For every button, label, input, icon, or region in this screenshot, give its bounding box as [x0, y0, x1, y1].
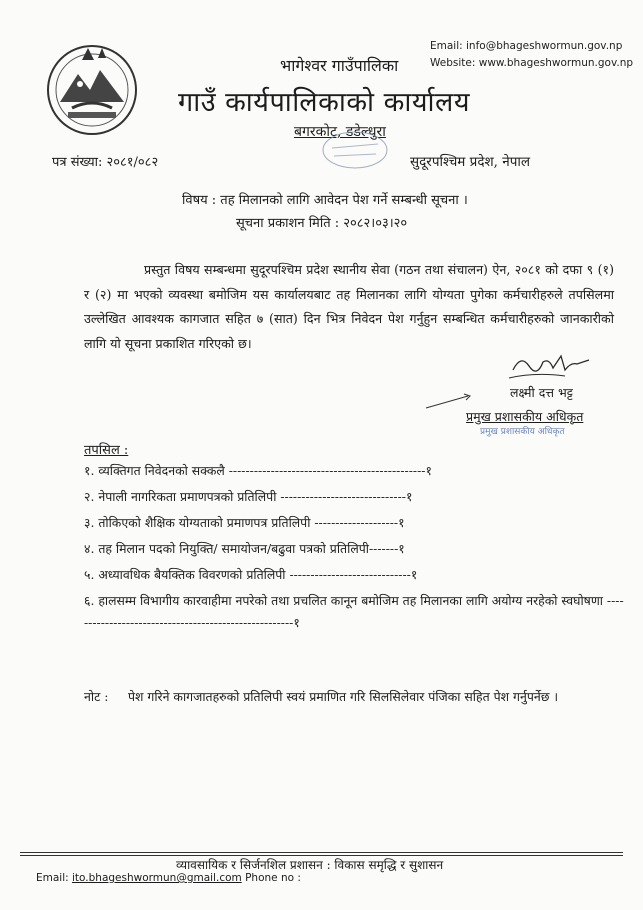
nepal-government-emblem [42, 40, 142, 140]
office-name: गाउँ कार्यपालिकाको कार्यालय [178, 87, 470, 118]
note-text: पेश गरिने कागजातहरुको प्रतिलिपी स्वयं प्रमाणित गरि सिलसिलेवार पंजिका सहित पेश गर्नुपर्नेछ । [127, 689, 559, 704]
list-item: ५. अध्यावधिक बैयक्तिक विवरणको प्रतिलिपी -----------------------------१ [84, 567, 418, 582]
handwritten-signature [505, 348, 595, 384]
signatory-name: लक्ष्मी दत्त भट्ट [510, 385, 573, 400]
list-item: ६. हालसम्म विभागीय कारवाहीमा नपरेको तथा प्रचलित कानून बमोजिम तह मिलानका लागि अयोग्य नरहेको स्वघोषणा ------------------------------------------------------१ [84, 593, 624, 630]
municipality-name: भागेश्वर गाउँपालिका [280, 56, 399, 75]
notice-subject: विषय : तह मिलानको लागि आवेदन पेश गर्ने सम्बन्धी सूचना । [182, 193, 468, 208]
details-heading: तपसिल : [84, 443, 129, 458]
note-label: नोट : [84, 689, 109, 704]
footer-phone-label: Phone no : [245, 872, 301, 884]
signatory-stamp: प्रमुख प्रशासकीय अधिकृत [480, 427, 565, 437]
list-item: २. नेपाली नागरिकता प्रमाणपत्रको प्रतिलिपी ------------------------------१ [84, 489, 413, 504]
reference-number: पत्र संख्या: २०८१/०८२ [52, 155, 159, 170]
footer-email-label: Email: [36, 872, 69, 884]
header-contact [430, 38, 633, 72]
footer-divider [20, 852, 623, 853]
office-stamp [320, 128, 390, 172]
list-item: ३. तोकिएको शैक्षिक योग्यताको प्रमाणपत्र प्रतिलिपी --------------------१ [84, 515, 405, 530]
contact-email: Email: info@bhageshwormun.gov.np [430, 40, 623, 52]
list-item: ४. तह मिलान पदको नियुक्ति/ समायोजन/बढुवा पत्रको प्रतिलिपी-------१ [84, 541, 405, 556]
notice-publish-date: सूचना प्रकाशन मिति : २०८२।०३।२० [236, 216, 408, 231]
footer-motto: व्यावसायिक र सिर्जनशिल प्रशासन : विकास समृद्धि र सुशासन [176, 858, 444, 872]
signatory-title: प्रमुख प्रशासकीय अधिकृत [466, 409, 584, 424]
notice-body: प्रस्तुत विषय सम्बन्धमा सुदूरपश्चिम प्रदेश स्थानीय सेवा (गठन तथा संचालन) ऐन, २०८१ को दफा ९ (१) र (२) मा भएको व्यवस्था बमोजिम यस कार्यालयबाट तह मिलानका लागि योग्यता पुगेका कर्मचारीहरुले तपसिलमा उल्लेखित आवश्यक कागजात सहित ७ (सात) दिन भित्र निवेदन पेश गर्नुहुन सम्बन्धित कर्मचारीहरुको जानकारीको लागि यो सूचना प्रकाशित गरिएको छ। [84, 262, 614, 351]
notice-note [84, 685, 594, 709]
office-address: बगरकोट, डडेल्धुरा [294, 124, 386, 140]
list-item: १. व्यक्तिगत निवेदनको सक्कलै -----------------------------------------------१ [84, 463, 432, 478]
footer-contact [36, 872, 301, 884]
province-name: सुदूरपश्चिम प्रदेश, नेपाल [410, 154, 531, 170]
footer-email-link[interactable]: ito.bhageshwormun@gmail.com [72, 872, 242, 884]
contact-website: Website: www.bhageshwormun.gov.np [430, 57, 634, 69]
